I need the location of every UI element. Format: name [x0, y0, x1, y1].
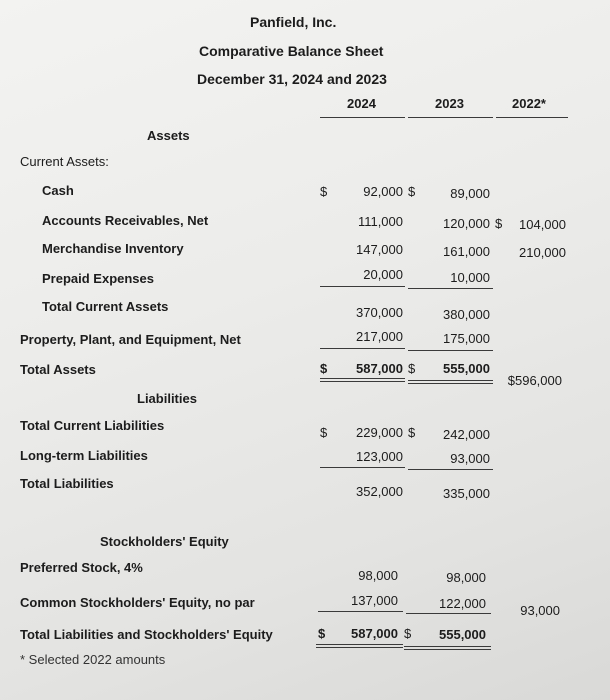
ar-2022: 104,000 — [519, 217, 566, 232]
common-equity-2023: 122,000 — [439, 596, 486, 611]
preferred-stock-2023: 98,000 — [446, 570, 486, 585]
dollar-sign: $ — [320, 425, 328, 440]
total-double-rule-2023 — [404, 646, 491, 650]
row-label-accounts-receivable: Accounts Receivables, Net — [42, 213, 209, 228]
footnote: * Selected 2022 amounts — [20, 652, 166, 667]
total-liabilities-equity-2023: 555,000 — [439, 627, 486, 642]
header-underline-2024 — [320, 117, 405, 118]
current-assets-heading: Current Assets: — [20, 154, 109, 169]
total-double-rule-2023 — [408, 380, 493, 384]
preferred-stock-2024: 98,000 — [358, 568, 398, 583]
row-label-common-equity: Common Stockholders' Equity, no par — [20, 595, 255, 610]
statement-title: Comparative Balance Sheet — [199, 43, 384, 59]
header-underline-2023 — [408, 117, 493, 118]
total-liabilities-2023: 335,000 — [443, 486, 490, 501]
total-liabilities-equity-2024: 587,000 — [351, 626, 398, 641]
total-assets-2024: 587,000 — [356, 361, 403, 376]
liabilities-heading: Liabilities — [137, 391, 197, 406]
subtotal-rule-2024 — [320, 286, 405, 287]
inventory-2024: 147,000 — [356, 242, 403, 257]
statement-date: December 31, 2024 and 2023 — [197, 71, 387, 87]
row-label-total-liabilities-and-equity: Total Liabilities and Stockholders' Equity — [20, 627, 273, 642]
ar-2024: 111,000 — [357, 214, 403, 229]
row-label-total-assets: Total Assets — [20, 362, 96, 377]
dollar-sign: $ — [408, 184, 416, 199]
ar-2023: 120,000 — [443, 216, 490, 231]
current-liabilities-2023: 242,000 — [443, 427, 490, 442]
prepaid-2023: 10,000 — [450, 270, 490, 285]
total-assets-2022: $596,000 — [507, 373, 562, 388]
row-label-inventory: Merchandise Inventory — [42, 241, 184, 256]
subtotal-rule-2023 — [406, 613, 491, 614]
equity-heading: Stockholders' Equity — [100, 534, 229, 549]
total-double-rule-2024 — [320, 378, 405, 382]
subtotal-rule-2024 — [320, 348, 405, 349]
dollar-sign: $ — [320, 361, 328, 376]
row-label-ppe: Property, Plant, and Equipment, Net — [20, 332, 241, 347]
cash-2024: 92,000 — [363, 184, 403, 199]
dollar-sign: $ — [495, 216, 503, 231]
prepaid-2024: 20,000 — [363, 267, 403, 282]
dollar-sign: $ — [404, 626, 412, 641]
company-name: Panfield, Inc. — [250, 14, 337, 30]
row-label-long-term-liabilities: Long-term Liabilities — [20, 448, 148, 463]
column-header-2022: 2022* — [512, 96, 546, 111]
common-equity-2024: 137,000 — [351, 593, 398, 608]
inventory-2023: 161,000 — [443, 244, 490, 259]
inventory-2022: 210,000 — [519, 245, 566, 260]
column-header-2023: 2023 — [435, 96, 464, 111]
ppe-2023: 175,000 — [443, 331, 490, 346]
long-term-liabilities-2024: 123,000 — [356, 449, 403, 464]
dollar-sign: $ — [320, 184, 328, 199]
dollar-sign: $ — [408, 361, 416, 376]
row-label-prepaid: Prepaid Expenses — [42, 271, 154, 286]
subtotal-rule-2023 — [408, 350, 493, 351]
total-current-assets-2024: 370,000 — [356, 305, 403, 320]
dollar-sign: $ — [408, 425, 416, 440]
cash-2023: 89,000 — [450, 186, 490, 201]
current-liabilities-2024: 229,000 — [356, 425, 403, 440]
assets-heading: Assets — [147, 128, 190, 143]
common-equity-2022: 93,000 — [520, 603, 560, 618]
total-double-rule-2024 — [316, 644, 403, 648]
long-term-liabilities-2023: 93,000 — [450, 451, 490, 466]
ppe-2024: 217,000 — [356, 329, 403, 344]
row-label-cash: Cash — [42, 183, 74, 198]
subtotal-rule-2024 — [320, 467, 405, 468]
subtotal-rule-2023 — [408, 288, 493, 289]
total-liabilities-2024: 352,000 — [356, 484, 403, 499]
column-header-2024: 2024 — [347, 96, 376, 111]
row-label-total-current-liabilities: Total Current Liabilities — [20, 418, 165, 433]
header-underline-2022 — [496, 117, 568, 118]
total-assets-2023: 555,000 — [443, 361, 490, 376]
total-current-assets-2023: 380,000 — [443, 307, 490, 322]
row-label-total-current-assets: Total Current Assets — [42, 299, 169, 314]
row-label-total-liabilities: Total Liabilities — [20, 476, 114, 491]
subtotal-rule-2024 — [318, 611, 403, 612]
dollar-sign: $ — [318, 626, 326, 641]
row-label-preferred-stock: Preferred Stock, 4% — [20, 560, 143, 575]
subtotal-rule-2023 — [408, 469, 493, 470]
